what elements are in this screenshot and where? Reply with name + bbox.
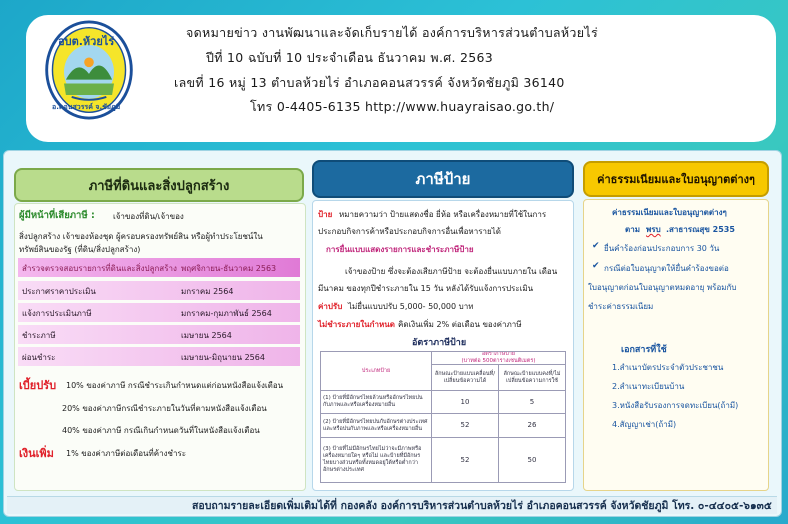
late-label: ไม่ชำระภายในกำหนด [318,320,395,329]
table-row-fixed: 26 [498,413,566,438]
table-row-movable: 10 [431,390,499,414]
fee-item-1: ยื่นคำร้องก่อนประกอบการ 30 วัน [604,244,720,253]
table-row-fixed: 50 [498,437,566,483]
submit-text-2: มีนาคม ของทุกปีชำระภายใน 15 วัน หลังได้รับแจ้งการประเมิน [318,284,534,293]
fee-item-2c: ชำระค่าธรรมเนียม [588,302,654,311]
table-row-type: (2) ป้ายที่มีอักษรไทยปนกับอักษรต่างประเทศ และหรือปนกับภาพและหรือเครื่องหมายอื่น [320,413,432,438]
sign-def-1: หมายความว่า ป้ายแสดงชื่อ ยี่ห้อ หรือเครื่องหมายที่ใช้ในการ [339,210,547,219]
table-header-rate-title: อัตราภาษีป้าย [481,351,516,357]
schedule-row-value: พฤศจิกายน-ธันวาคม 2563 [181,264,277,273]
schedule-row-label: แจ้งการประเมินภาษี [22,309,92,318]
logo-text-bottom: อ.คอนสวรรค์ จ.ชัยภูมิ [52,103,121,111]
schedule-row-label: ประกาศราคาประเมิน [22,287,96,296]
header-line-issue: ปีที่ 10 ฉบับที่ 10 ประจำเดือน ธันวาคม พ.ศ. 2563 [206,50,494,65]
schedule-row-value: มกราคม 2564 [181,287,234,296]
fees-law-rest: .สาธารณสุข 2535 [666,225,735,234]
payer-label: ผู้มีหน้าที่เสียภาษี : [19,210,95,221]
check-icon: ✔ [592,241,600,251]
check-icon: ✔ [592,261,600,271]
sign-def-2: ประกอบกิจการค้าหรือประกอบกิจการอื่นเพื่อหารายได้ [318,227,501,236]
doc-item: 1.สำเนาบัตรประจำตัวประชาชน [612,363,724,372]
fees-law-prefix: ตาม [625,225,640,234]
schedule-row [18,303,300,322]
fee-item-2b: ใบอนุญาตก่อนใบอนุญาตหมดอายุ พร้อมกับ [588,283,737,292]
table-row-type: (1) ป้ายที่มีอักษรไทยล้วนหรืออักษรไทยปนกับภาพและหรือเครื่องหมายอื่น [320,390,432,414]
schedule-row-value: เมษายน-มิถุนายน 2564 [181,353,265,362]
table-row-fixed: 5 [498,390,566,414]
penalty-rule-3: 40% ของค่าภาษี กรณีเกินกำหนดวันที่ในหนังสือแจ้งเตือน [62,426,260,435]
header-line-newsletter: จดหมายข่าว งานพัฒนาและจัดเก็บรายได้ องค์การบริหารส่วนตำบลห้วยไร่ [186,25,598,40]
doc-item: 3.หนังสือรับรองการจดทะเบียน(ถ้ามี) [612,401,739,410]
header-line-address: เลขที่ 16 หมู่ 13 ตำบลห้วยไร่ อำเภอคอนสวรรค์ จังหวัดชัยภูมิ 36140 [174,75,565,90]
docs-heading: เอกสารที่ใช้ [621,345,667,355]
schedule-row-value: มกราคม-กุมภาพันธ์ 2564 [181,309,272,318]
sign-def-label: ป้าย [318,210,333,219]
header-line-contact: โทร 0-4405-6135 http://www.huayraisao.go.th/ [250,99,555,114]
table-row-movable: 52 [431,413,499,438]
schedule-row [18,281,300,300]
table-header-fixed: ลักษณะป้ายแบบคงที่/ไม่เปลี่ยนข้อความการใช้ [498,364,566,391]
schedule-row [18,347,300,366]
table-header-movable: ลักษณะป้ายแบบเคลื่อนที่/เปลี่ยนข้อความได้ [431,364,499,391]
table-header-rate-sub: (บาทต่อ 500ตารางเซนติเมตร) [461,358,536,364]
rate-table-title: อัตราภาษีป้าย [412,338,467,348]
fine-text: ไม่ยื่นแบบปรับ 5,000- 50,000 บาท [348,302,474,311]
schedule-row [18,258,300,277]
penalty-rule-1: 10% ของค่าภาษี กรณีชำระเกินกำหนดแต่ก่อนหนังสือแจ้งเตือน [66,381,284,390]
doc-item: 2.สำเนาทะเบียนบ้าน [612,382,685,391]
table-row-movable: 52 [431,437,499,483]
surcharge-text: 1% ของค่าภาษีต่อเดือนที่ค้างชำระ [66,449,187,458]
land-tax-desc-1: สิ่งปลูกสร้าง เจ้าของห้องชุด ผู้ครอบครองทรัพย์สิน หรือผู้ทำประโยชน์ใน [19,232,263,241]
schedule-row-label: ชำระภาษี [22,331,56,340]
fee-item-2a: กรณีต่อใบอนุญาตให้ยื่นคำร้องขอต่อ [604,264,729,273]
payer-value: เจ้าของที่ดิน/เจ้าของ [113,212,184,221]
penalty-label: เบี้ยปรับ [19,379,57,392]
table-header-type: ประเภทป้าย [320,351,432,391]
fees-law-name: พรบ [646,225,661,234]
submit-text-1: เจ้าของป้าย ซึ่งจะต้องเสียภาษีป้าย จะต้องยื่นแบบภายใน เดือน [345,267,558,276]
fees-header: ค่าธรรมเนียมและใบอนุญาตต่างๆ [583,161,769,197]
table-row-type: (3) ป้ายที่ไม่มีอักษรไทยไม่ว่าจะมีภาพหรือเครื่องหมายใดๆ หรือไม่ และป้ายที่มีอักษรไทยบางส่วนหรือทั้งหมดอยู่ใต้หรือต่ำกว่าอักษรต่างประเทศ [320,437,432,483]
logo-text-top: อบต.ห้วยไร่ [58,35,115,48]
schedule-row-label: ผ่อนชำระ [22,353,56,362]
footer-contact: สอบถามรายละเอียดเพิ่มเติมได้ที่ กองคลัง องค์การบริหารส่วนตำบลห้วยไร่ อำเภอคอนสวรรค์ จังหวัดชัยภูมิ โทร. ๐-๔๔๐๕-๖๑๓๕ [192,500,772,512]
sign-tax-header: ภาษีป้าย [312,160,574,198]
schedule-row-value: เมษายน 2564 [181,331,232,340]
table-header-rate [431,351,566,365]
schedule-row-label: สำรวจตรวจสอบรายการที่ดินและสิ่งปลูกสร้าง [22,264,177,273]
schedule-row [18,325,300,344]
fine-label: ค่าปรับ [318,302,343,311]
surcharge-label: เงินเพิ่ม [19,447,54,460]
land-tax-desc-2: ทรัพย์สินของรัฐ (ที่ดิน/สิ่งปลูกสร้าง) [19,245,141,254]
late-text: คิดเงินเพิ่ม 2% ต่อเดือน ของค่าภาษี [398,320,522,329]
submit-heading: การยื่นแบบแสดงรายการและชำระภาษีป้าย [326,245,474,254]
fees-subtitle: ค่าธรรมเนียมและใบอนุญาตต่างๆ [612,208,727,217]
doc-item: 4.สัญญาเช่า(ถ้ามี) [612,420,677,429]
land-tax-header: ภาษีที่ดินและสิ่งปลูกสร้าง [14,168,304,202]
penalty-rule-2: 20% ของค่าภาษีกรณีชำระภายในวันที่ตามหนังสือแจ้งเตือน [62,404,267,413]
